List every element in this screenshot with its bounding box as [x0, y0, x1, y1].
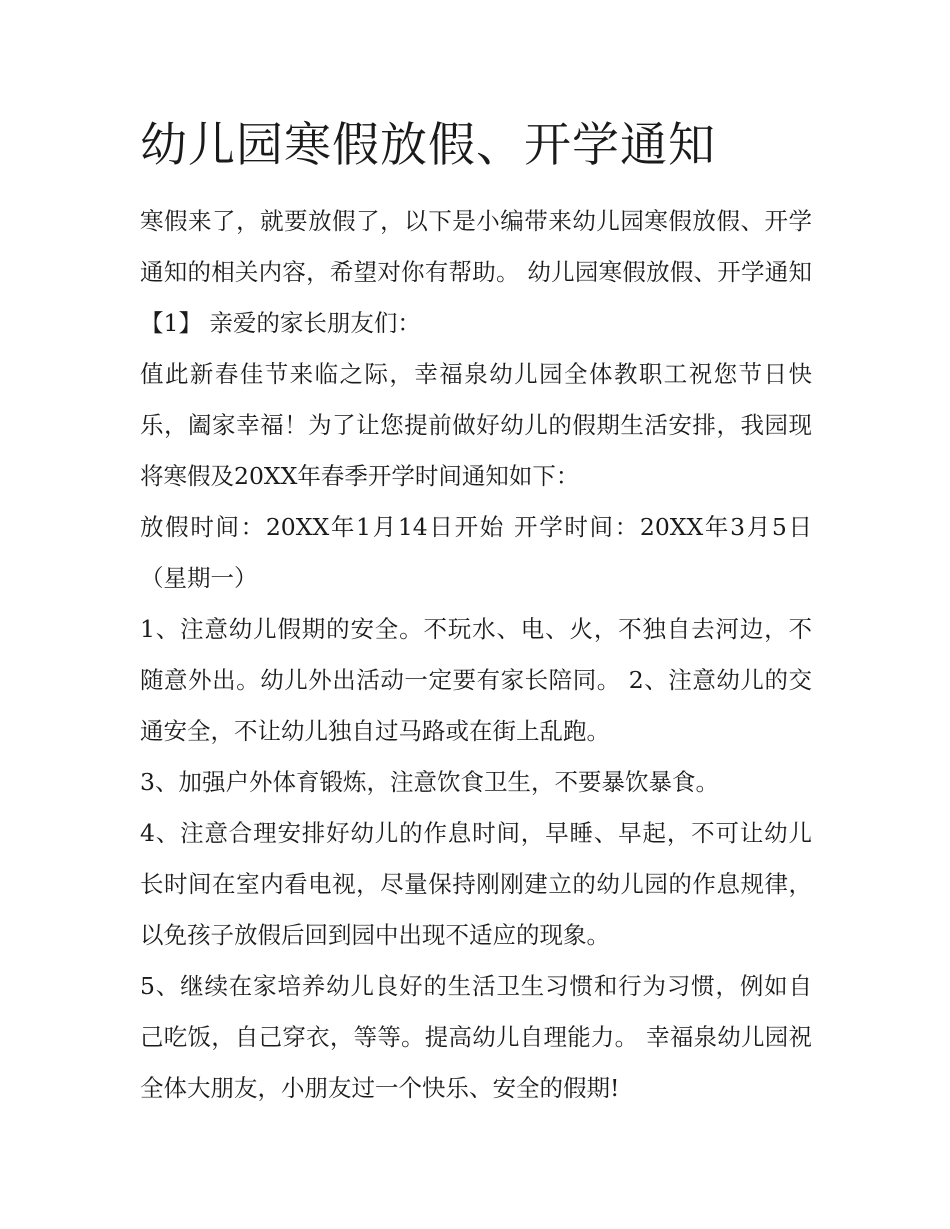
paragraph-item-5: 5、继续在家培养幼儿良好的生活卫生习惯和行为习惯，例如自己吃饭，自己穿衣，等等。提高幼儿自理能力。 幸福泉幼儿园祝全体大朋友，小朋友过一个快乐、安全的假期!	[140, 972, 812, 1102]
paragraph-item-3: 3、加强户外体育锻炼，注意饮食卫生，不要暴饮暴食。	[140, 768, 719, 796]
paragraph-item-4: 4、注意合理安排好幼儿的作息时间，早睡、早起，不可让幼儿长时间在室内看电视，尽量保持刚刚建立的幼儿园的作息规律，以免孩子放假后回到园中出现不适应的现象。	[140, 819, 812, 949]
paragraph-item-1-2: 1、注意幼儿假期的安全。不玩水、电、火，不独自去河边，不随意外出。幼儿外出活动一定要有家长陪同。 2、注意幼儿的交通安全，不让幼儿独自过马路或在街上乱跑。	[140, 615, 812, 745]
document-title: 幼儿园寒假放假、开学通知	[140, 118, 716, 173]
paragraph-greeting: 值此新春佳节来临之际，幸福泉幼儿园全体教职工祝您节日快乐，阖家幸福！为了让您提前做好幼儿的假期生活安排，我园现将寒假及20XX年春季开学时间通知如下：	[140, 360, 812, 490]
document-page	[140, 112, 812, 1114]
paragraph-dates: 放假时间：20XX年1月14日开始 开学时间：20XX年3月5日（星期一）	[140, 513, 812, 592]
paragraph-intro: 寒假来了，就要放假了，以下是小编带来幼儿园寒假放假、开学通知的相关内容，希望对你有帮助。 幼儿园寒假放假、开学通知【1】 亲爱的家长朋友们：	[140, 207, 812, 337]
